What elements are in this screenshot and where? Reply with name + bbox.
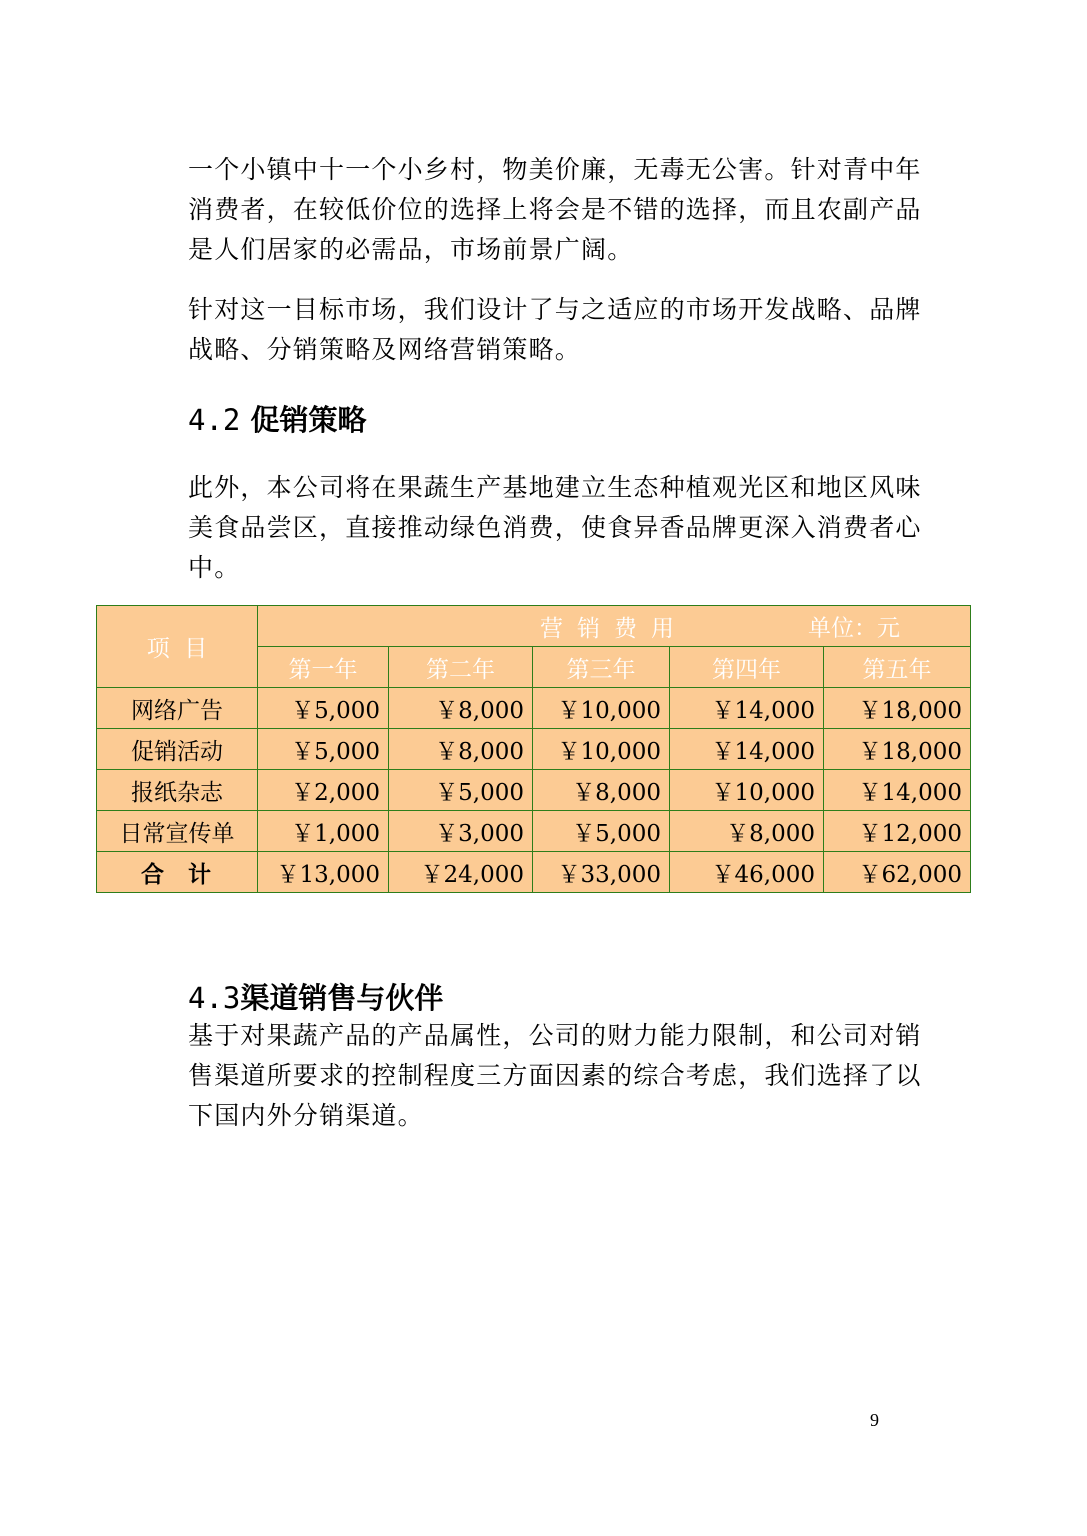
group-header: [266, 610, 962, 643]
marketing-cost-table: [96, 605, 971, 893]
cost-cell: ￥18,000: [824, 688, 971, 729]
total-cell: ￥13,000: [258, 852, 389, 893]
channels-paragraph: [188, 1016, 922, 1136]
cost-cell: ￥5,000: [533, 811, 670, 852]
paragraph-line: 基于对果蔬产品的产品属性，公司的财力能力限制，和公司对销: [188, 1021, 922, 1050]
table-row: [97, 811, 971, 852]
cost-cell: ￥14,000: [670, 688, 824, 729]
paragraph-line: 战略、分销策略及网络营销策略。: [188, 335, 582, 364]
cost-cell: ￥8,000: [533, 770, 670, 811]
section-heading-4-2: [188, 400, 367, 440]
cost-cell: ￥18,000: [824, 729, 971, 770]
paragraph-line: 一个小镇中十一个小乡村，物美价廉，无毒无公害。针对青中年: [188, 155, 922, 184]
cost-cell: ￥5,000: [258, 688, 389, 729]
year-header: 第四年: [670, 647, 824, 688]
table-row: [97, 729, 971, 770]
total-cell: ￥33,000: [533, 852, 670, 893]
paragraph-line: 是人们居家的必需品，市场前景广阔。: [188, 235, 634, 264]
paragraph-line: 下国内外分销渠道。: [188, 1101, 424, 1130]
intro-paragraph: [188, 150, 922, 270]
total-cell: ￥46,000: [670, 852, 824, 893]
cost-cell: ￥10,000: [533, 688, 670, 729]
paragraph-line: 售渠道所要求的控制程度三方面因素的综合考虑，我们选择了以: [188, 1061, 922, 1090]
cost-cell: ￥10,000: [670, 770, 824, 811]
total-cell: ￥24,000: [389, 852, 533, 893]
total-row: [97, 852, 971, 893]
year-header: 第一年: [258, 647, 389, 688]
unit-label: 单位：元: [808, 615, 900, 642]
section-title: 促销策略: [250, 403, 367, 437]
group-header-cell: [258, 606, 971, 647]
row-label: 日常宣传单: [97, 811, 258, 852]
target-market-paragraph: [188, 290, 922, 370]
cost-cell: ￥1,000: [258, 811, 389, 852]
cost-cell: ￥8,000: [389, 729, 533, 770]
row-label: 报纸杂志: [97, 770, 258, 811]
cost-cell: ￥10,000: [533, 729, 670, 770]
cost-cell: ￥14,000: [670, 729, 824, 770]
page-number: 9: [870, 1410, 879, 1430]
total-label: 合计: [97, 852, 258, 893]
paragraph-line: 中。: [188, 553, 241, 582]
cost-cell: ￥3,000: [389, 811, 533, 852]
section-heading-4-3: [188, 978, 443, 1018]
paragraph-line: 美食品尝区，直接推动绿色消费，使食异香品牌更深入消费者心: [188, 513, 922, 542]
cost-cell: ￥14,000: [824, 770, 971, 811]
group-header-title: 营销费用: [540, 615, 688, 642]
item-header: 项 目: [146, 636, 208, 662]
paragraph-line: 消费者，在较低价位的选择上将会是不错的选择，而且农副产品: [188, 195, 922, 224]
cost-cell: ￥5,000: [258, 729, 389, 770]
item-header-cell: [97, 606, 258, 688]
section-title: 渠道销售与伙伴: [240, 981, 444, 1015]
paragraph-line: 针对这一目标市场，我们设计了与之适应的市场开发战略、品牌: [188, 295, 922, 324]
year-header: 第五年: [824, 647, 971, 688]
row-label: 促销活动: [97, 729, 258, 770]
cost-cell: ￥2,000: [258, 770, 389, 811]
section-number: 4.3: [188, 981, 241, 1015]
promotion-paragraph: [188, 468, 922, 588]
cost-cell: ￥12,000: [824, 811, 971, 852]
cost-cell: ￥8,000: [389, 688, 533, 729]
year-header: 第三年: [533, 647, 670, 688]
cost-cell: ￥5,000: [389, 770, 533, 811]
year-header: 第二年: [389, 647, 533, 688]
row-label: 网络广告: [97, 688, 258, 729]
table-row: [97, 688, 971, 729]
paragraph-line: 此外，本公司将在果蔬生产基地建立生态种植观光区和地区风味: [188, 473, 922, 502]
section-number: 4.2: [188, 403, 241, 437]
table-row: [97, 770, 971, 811]
cost-cell: ￥8,000: [670, 811, 824, 852]
total-cell: ￥62,000: [824, 852, 971, 893]
table-header-row: [97, 606, 971, 647]
